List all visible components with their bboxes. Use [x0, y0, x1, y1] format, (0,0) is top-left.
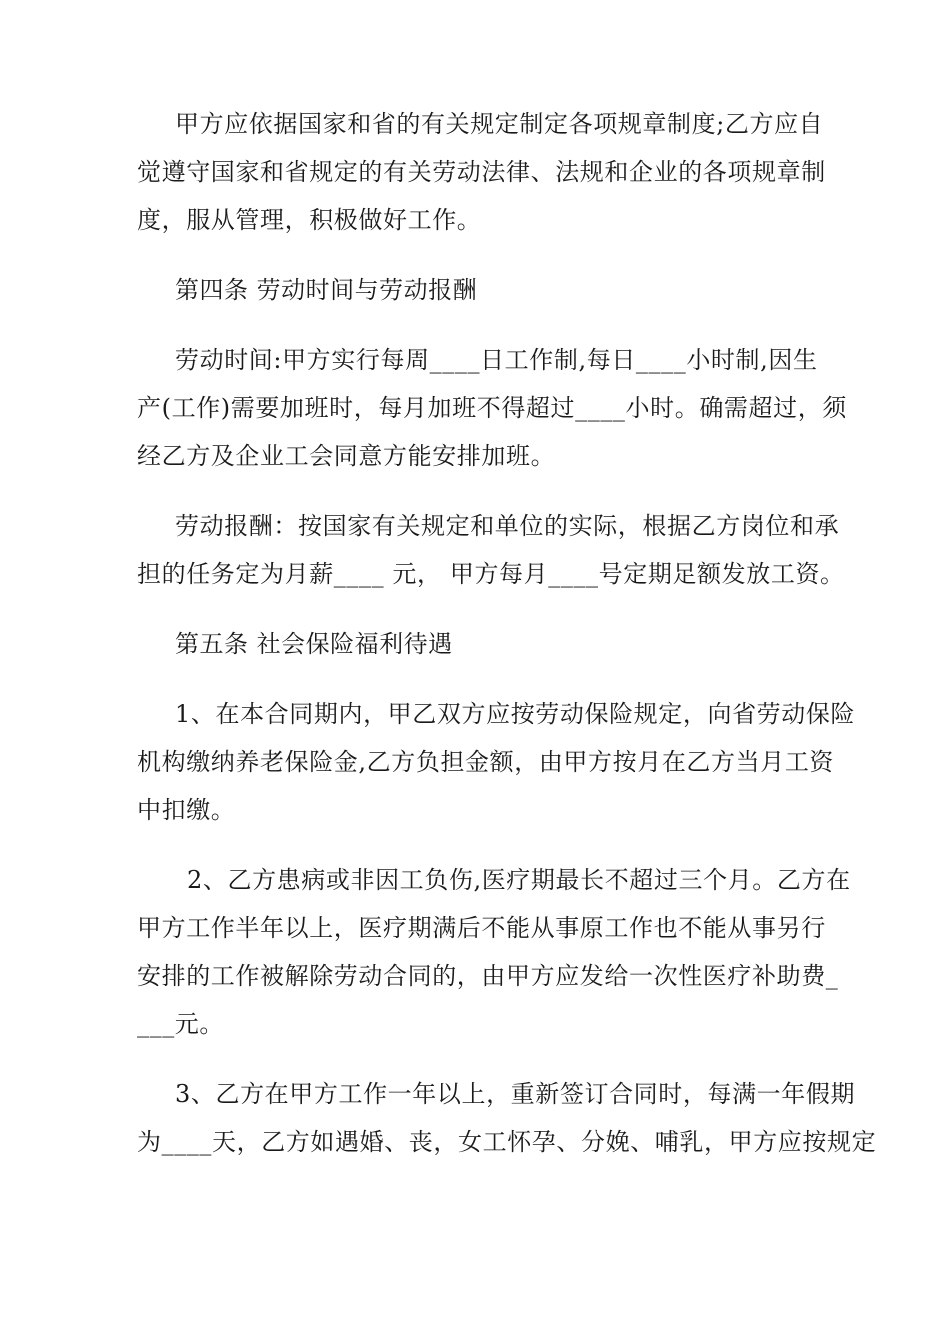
paragraph-annual-leave: [137, 1070, 877, 1166]
paragraph-pension-insurance: [137, 690, 861, 834]
text-line: 觉遵守国家和省规定的有关劳动法律、法规和企业的各项规章制: [137, 158, 826, 186]
paragraph-gap: [137, 244, 861, 266]
paragraph-rules-and-regulations: [137, 100, 861, 244]
text-line: 担的任务定为月薪____ 元， 甲方每月____号定期足额发放工资。: [137, 560, 845, 588]
document-page: [137, 100, 877, 1166]
paragraph-gap: [137, 834, 861, 856]
text-line: 甲方工作半年以上，医疗期满后不能从事原工作也不能从事另行: [137, 914, 826, 942]
text-line: 甲方应依据国家和省的有关规定制定各项规章制度;乙方应自: [175, 110, 824, 138]
text-line: 劳动时间:甲方实行每周____日工作制,每日____小时制,因生: [175, 346, 818, 374]
text-line: 产(工作)需要加班时，每月加班不得超过____小时。确需超过，须: [137, 394, 847, 422]
paragraph-gap: [137, 314, 861, 336]
paragraph-gap: [137, 598, 861, 620]
text-line: 度，服从管理，积极做好工作。: [137, 206, 482, 234]
paragraph-working-hours: [137, 336, 861, 480]
text-line: 劳动报酬：按国家有关规定和单位的实际，根据乙方岗位和承: [175, 512, 840, 540]
text-line: 3、乙方在甲方工作一年以上，重新签订合同时，每满一年假期: [175, 1080, 856, 1108]
paragraph-gap: [137, 1048, 861, 1070]
article-4-heading: 第四条 劳动时间与劳动报酬: [175, 276, 478, 304]
text-line: 2、乙方患病或非因工负伤,医疗期最长不超过三个月。乙方在: [187, 866, 851, 894]
article-5-heading: 第五条 社会保险福利待遇: [175, 630, 453, 658]
text-line: 为____天，乙方如遇婚、丧，女工怀孕、分娩、哺乳，甲方应按规定: [137, 1128, 877, 1156]
paragraph-remuneration: [137, 502, 861, 598]
text-line: ___元。: [137, 1010, 224, 1038]
paragraph-gap: [137, 480, 861, 502]
text-line: 1、在本合同期内，甲乙双方应按劳动保险规定，向省劳动保险: [175, 700, 856, 728]
text-line: 机构缴纳养老保险金,乙方负担金额，由甲方按月在乙方当月工资: [137, 748, 835, 776]
text-line: 安排的工作被解除劳动合同的，由甲方应发给一次性医疗补助费_: [137, 962, 839, 990]
text-line: 经乙方及企业工会同意方能安排加班。: [137, 442, 556, 470]
paragraph-medical-leave: [137, 856, 861, 1048]
paragraph-gap: [137, 668, 861, 690]
text-line: 中扣缴。: [137, 796, 236, 824]
